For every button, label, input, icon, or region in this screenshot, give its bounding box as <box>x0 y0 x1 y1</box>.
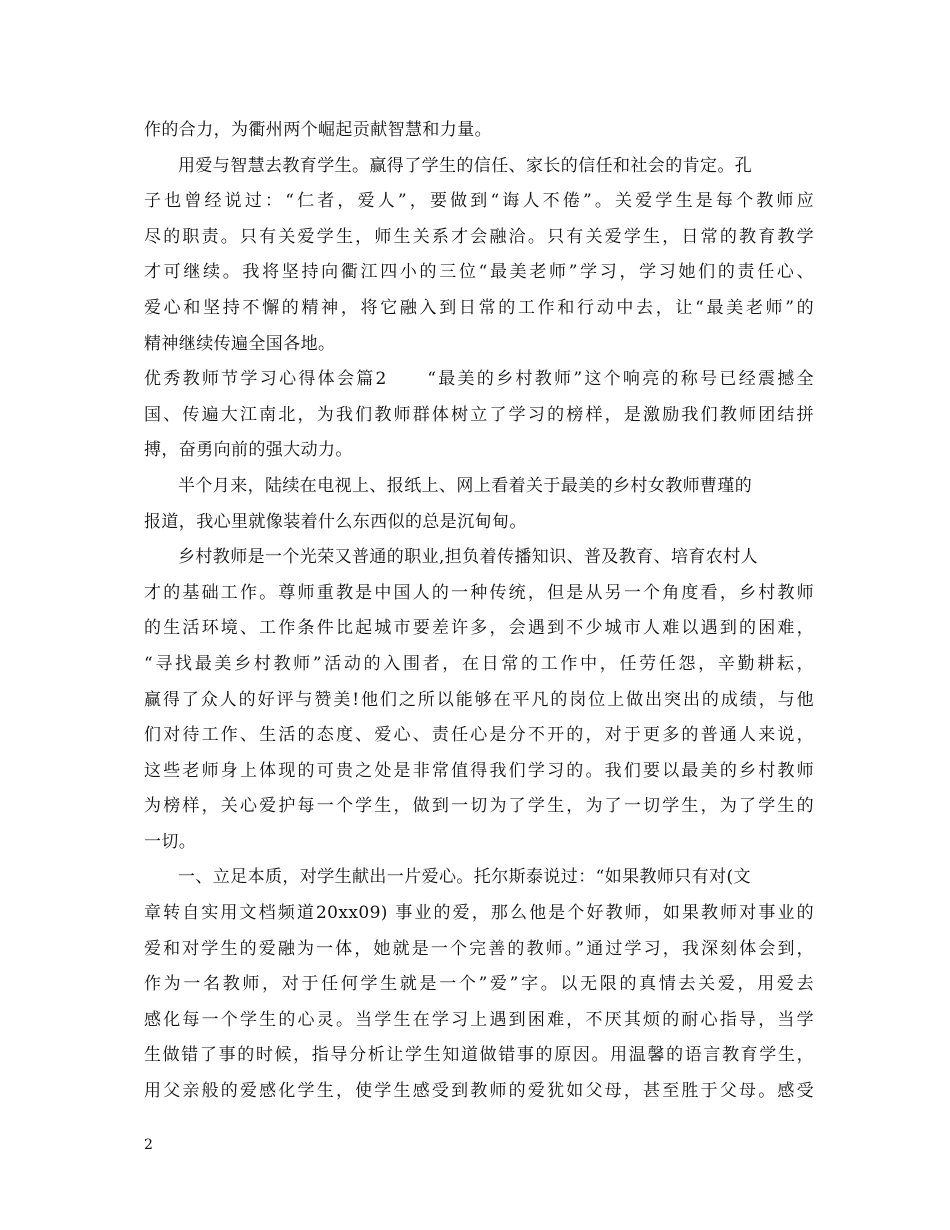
text-line: 国、传遍大江南北，为我们教师群体树立了学习的榜样，是激励我们教师团结拼 <box>144 404 814 425</box>
paragraph-start-line: 乡村教师是一个光荣又普通的职业,担负着传播知识、普及教育、培育农村人 <box>178 547 759 568</box>
text-line: 才的基础工作。尊师重教是中国人的一种传统，但是从另一个角度看，乡村教师 <box>144 582 814 603</box>
text-line: 的生活环境、工作条件比起城市要差许多，会遇到不少城市人难以遇到的困难， <box>144 618 814 639</box>
text-line: 尽的职责。只有关爱学生，师生关系才会融洽。只有关爱学生，日常的教育教学 <box>144 226 814 247</box>
text-line: 生做错了事的时候，指导分析让学生知道做错事的原因。用温馨的语言教育学生， <box>144 1045 814 1066</box>
paragraph-start-line: 用爱与智慧去教育学生。赢得了学生的信任、家长的信任和社会的肯定。孔 <box>178 155 753 176</box>
text-line: 作的合力，为衢州两个崛起贡献智慧和力量。 <box>144 120 492 140</box>
text-line: 章转自实用文档频道20xx09) 事业的爱，那么他是个好教师，如果教师对事业的 <box>144 903 814 924</box>
paragraph-start-line: 半个月来，陆续在电视上、报纸上、网上看着关于最美的乡村女教师曹瑾的 <box>178 475 753 496</box>
text-line: 爱心和坚持不懈的精神，将它融入到日常的工作和行动中去，让“最美老师”的 <box>144 297 814 318</box>
section-heading-line: 优秀教师节学习心得体会篇2 “最美的乡村教师”这个响亮的称号已经震撼全 <box>144 369 814 390</box>
page-number: 2 <box>144 1137 153 1153</box>
text-line: 一切。 <box>144 831 197 852</box>
text-line: “寻找最美乡村教师”活动的入围者，在日常的工作中，任劳任怨，辛勤耕耘， <box>144 653 814 674</box>
text-line: 为榜样，关心爱护每一个学生，做到一切为了学生，为了一切学生，为了学生的 <box>144 796 814 817</box>
text-line: 用父亲般的爱感化学生，使学生感受到教师的爱犹如父母，甚至胜于父母。感受 <box>144 1081 814 1102</box>
text-line: 精神继续传遍全国各地。 <box>144 333 336 354</box>
text-line: 子也曾经说过：“仁者，爱人”，要做到“诲人不倦”。关爱学生是每个教师应 <box>144 191 814 212</box>
text-line: 才可继续。我将坚持向衢江四小的三位“最美老师”学习，学习她们的责任心、 <box>144 262 814 283</box>
text-line: 作为一名教师，对于任何学生就是一个”爱”字。以无限的真情去关爱，用爱去 <box>144 974 814 995</box>
text-line: 感化每一个学生的心灵。当学生在学习上遇到困难，不厌其烦的耐心指导，当学 <box>144 1009 814 1030</box>
document-body <box>144 113 814 1110</box>
text-line: 赢得了众人的好评与赞美!他们之所以能够在平凡的岗位上做出突出的成绩，与他 <box>144 689 814 710</box>
text-line: 搏，奋勇向前的强大动力。 <box>144 440 353 461</box>
text-line: 这些老师身上体现的可贵之处是非常值得我们学习的。我们要以最美的乡村教师 <box>144 760 814 781</box>
text-line: 爱和对学生的爱融为一体，她就是一个完善的教师。”通过学习，我深刻体会到， <box>144 938 814 959</box>
text-line: 报道，我心里就像装着什么东西似的总是沉甸甸。 <box>144 511 527 532</box>
paragraph-start-line: 一、立足本质，对学生献出一片爱心。托尔斯泰说过：“如果教师只有对(文 <box>178 867 751 888</box>
text-line: 们对待工作、生活的态度、爱心、责任心是分不开的，对于更多的普通人来说， <box>144 725 814 746</box>
